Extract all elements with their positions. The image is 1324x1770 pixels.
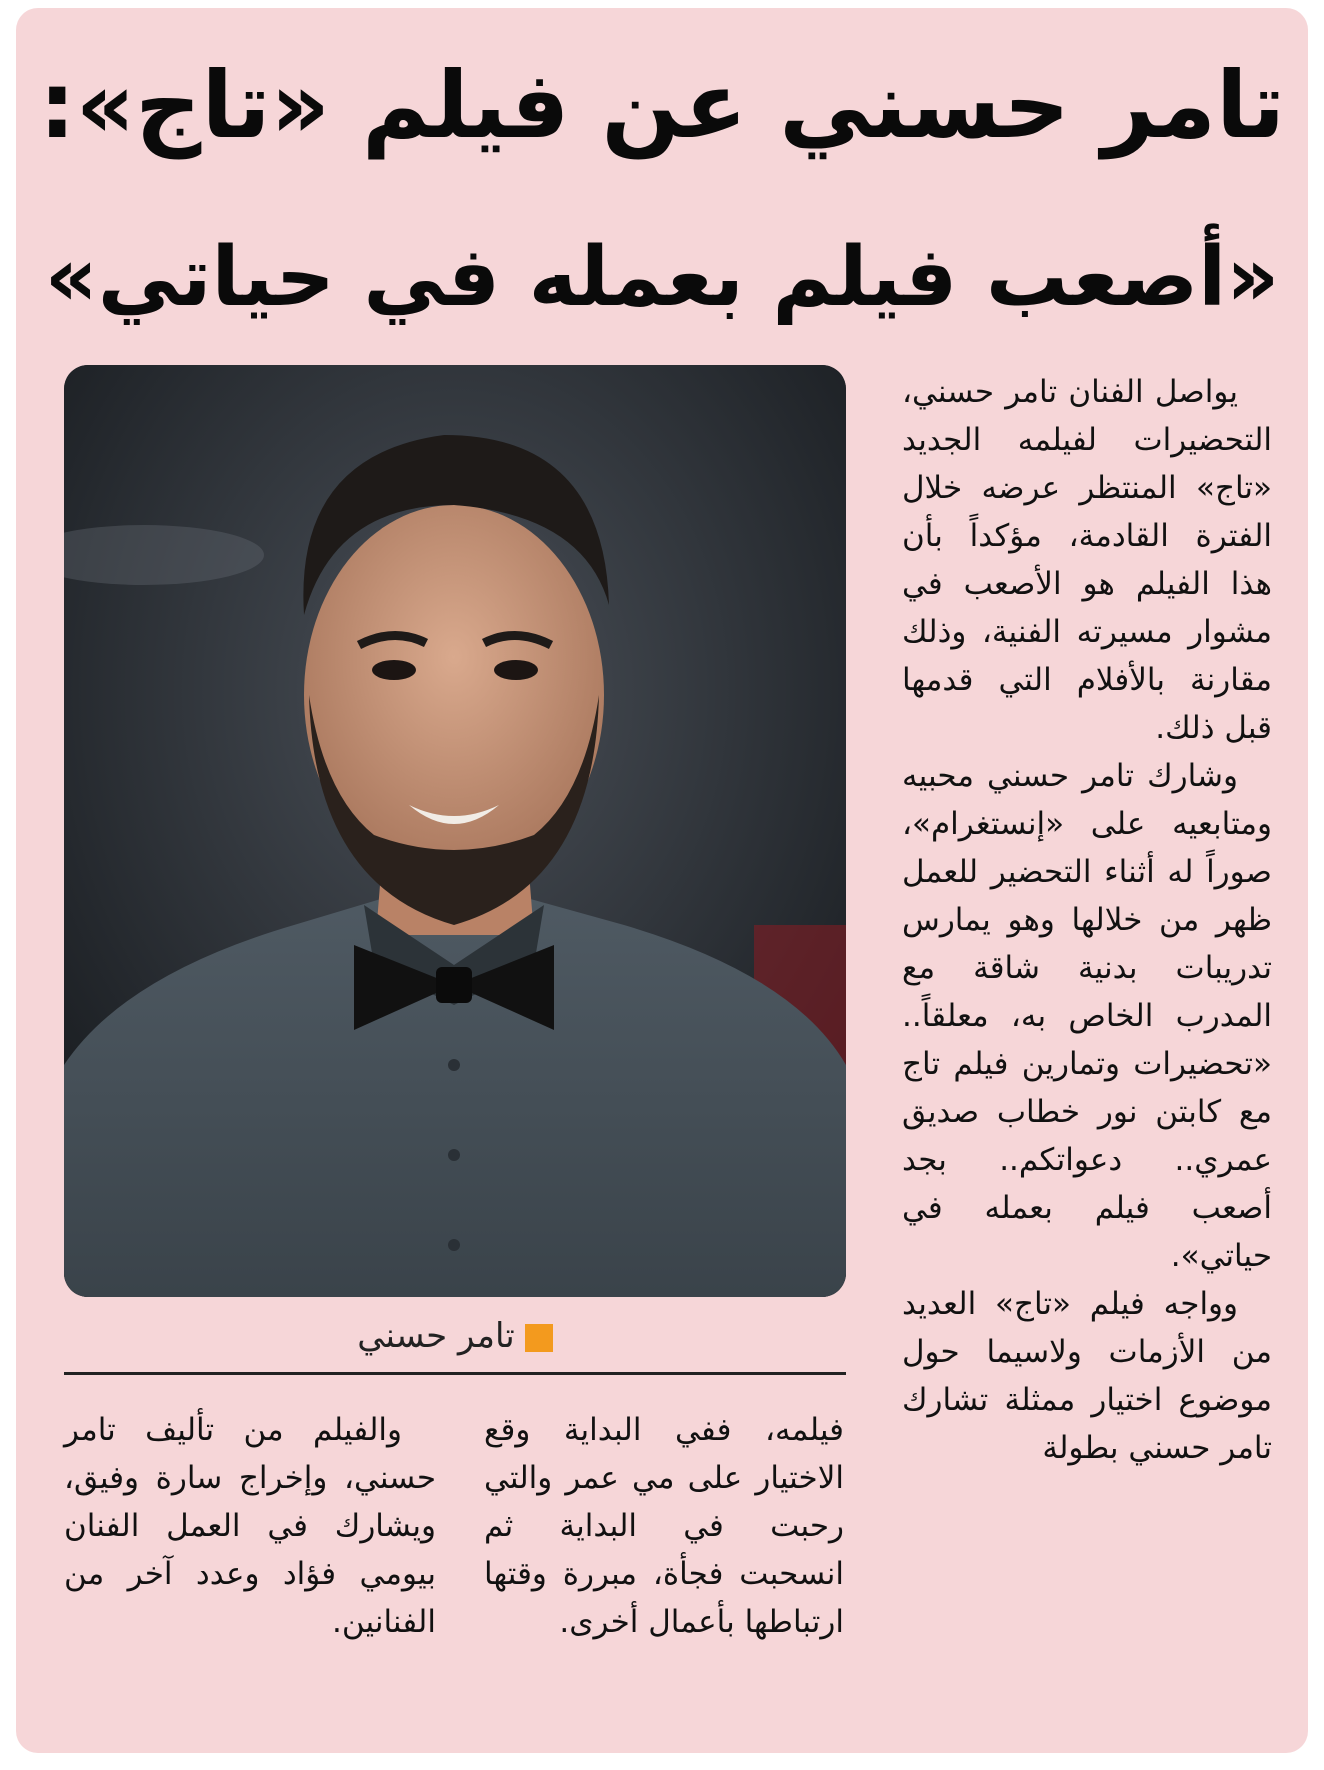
article-photo <box>64 365 846 1297</box>
article-column-middle <box>484 1406 844 1646</box>
caption-text: تامر حسني <box>357 1316 515 1356</box>
headline-line-2: «أصعب فيلم بعمله في حياتي» <box>44 230 1280 325</box>
photo-caption <box>64 1310 846 1362</box>
article-column-right <box>902 368 1272 1472</box>
paragraph: فيلمه، ففي البداية وقع الاختيار على مي عمر والتي رحبت في البداية ثم انسحبت فجأة، مبررة وقتها ارتباطها بأعمال أخرى. <box>484 1412 844 1640</box>
caption-divider <box>64 1372 846 1375</box>
paragraph: والفيلم من تأليف تامر حسني، وإخراج سارة وفيق، ويشارك في العمل الفنان بيومي فؤاد وعدد آخر من الفنانين. <box>64 1412 436 1640</box>
paragraph: وواجه فيلم «تاج» العديد من الأزمات ولاسيما حول موضوع اختيار ممثلة تشارك تامر حسني بطولة <box>902 1286 1272 1466</box>
portrait-photo-icon <box>64 365 846 1297</box>
caption-marker-icon <box>525 1324 553 1352</box>
paragraph: يواصل الفنان تامر حسني، التحضيرات لفيلمه الجديد «تاج» المنتظر عرضه خلال الفترة القادمة، مؤكداً بأن هذا الفيلم هو الأصعب في مشوار مسيرته الفنية، وذلك مقارنة بالأفلام التي قدمها قبل ذلك. <box>902 374 1272 746</box>
article-column-left <box>64 1406 436 1646</box>
headline-line-1: تامر حسني عن فيلم «تاج»: <box>38 52 1286 159</box>
paragraph: وشارك تامر حسني محبيه ومتابعيه على «إنستغرام»، صوراً له أثناء التحضير للعمل ظهر من خلالها وهو يمارس تدريبات بدنية شاقة مع المدرب الخاص به، معلقاً.. «تحضيرات وتمارين فيلم تاج مع كابتن نور خطاب صديق عمري.. دعواتكم.. بجد أصعب فيلم بعمله في حياتي». <box>902 758 1272 1274</box>
newspaper-article <box>16 8 1308 1753</box>
